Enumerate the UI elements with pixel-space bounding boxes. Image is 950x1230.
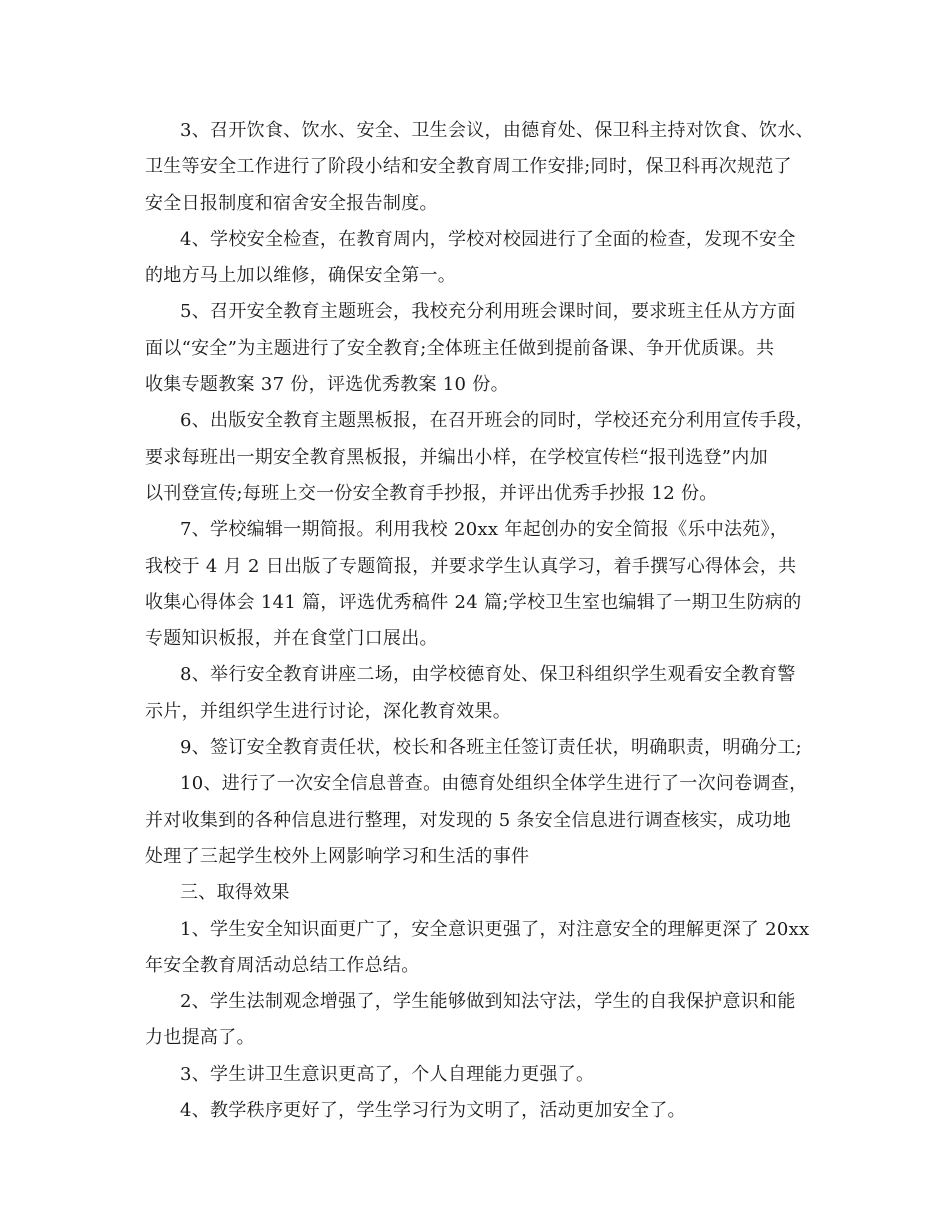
text-line: 9、签订安全教育责任状，校长和各班主任签订责任状，明确职责，明确分工; [180, 737, 803, 759]
text-line: 4、教学秩序更好了，学生学习行为文明了，活动更加安全了。 [180, 1100, 686, 1122]
text-line: 收集心得体会 141 篇，评选优秀稿件 24 篇;学校卫生室也编辑了一期卫生防病的 [145, 591, 802, 613]
text-line: 力也提高了。 [145, 1027, 255, 1049]
text-line: 面以“安全”为主题进行了安全教育;全体班主任做到提前备课、争开优质课。共 [145, 337, 775, 359]
text-line: 卫生等安全工作进行了阶段小结和安全教育周工作安排;同时，保卫科再次规范了 [145, 156, 792, 178]
text-line: 7、学校编辑一期简报。利用我校 20xx 年起创办的安全简报《乐中法苑》， [180, 519, 789, 541]
text-line: 3、召开饮食、饮水、安全、卫生会议，由德育处、保卫科主持对饮食、饮水、 [180, 120, 814, 141]
text-line: 10、进行了一次安全信息普查。由德育处组织全体学生进行了一次问卷调查， [180, 773, 808, 795]
text-line: 收集专题教案 37 份，评选优秀教案 10 份。 [145, 374, 509, 396]
text-line: 1、学生安全知识面更广了，安全意识更强了，对注意安全的理解更深了 20xx [180, 918, 810, 940]
text-line: 示片，并组织学生进行讨论，深化教育效果。 [145, 700, 511, 722]
text-line: 安全日报制度和宿舍安全报告制度。 [145, 192, 438, 214]
document-body [145, 113, 825, 1129]
text-line: 处理了三起学生校外上网影响学习和生活的事件 [145, 845, 530, 867]
text-line: 4、学校安全检查，在教育周内，学校对校园进行了全面的检查，发现不安全 [180, 228, 796, 250]
text-line: 2、学生法制观念增强了，学生能够做到知法守法，学生的自我保护意识和能 [180, 991, 796, 1013]
text-line: 专题知识板报，并在食堂门口展出。 [145, 628, 438, 650]
text-line: 6、出版安全教育主题黑板报，在召开班会的同时，学校还充分利用宣传手段， [180, 410, 814, 432]
section-heading: 三、取得效果 [180, 882, 290, 904]
text-line: 3、学生讲卫生意识更高了，个人自理能力更强了。 [180, 1063, 595, 1085]
text-line: 8、举行安全教育讲座二场，由学校德育处、保卫科组织学生观看安全教育警 [180, 664, 796, 686]
text-line: 的地方马上加以维修，确保安全第一。 [145, 265, 457, 287]
text-line: 我校于 4 月 2 日出版了专题简报，并要求学生认真学习，着手撰写心得体会，共 [145, 555, 797, 577]
text-line: 要求每班出一期安全教育黑板报，并编出小样，在学校宣传栏“报刊选登”内加 [145, 446, 768, 468]
text-line: 年安全教育周活动总结工作总结。 [145, 954, 420, 976]
text-line: 以刊登宣传;每班上交一份安全教育手抄报，并评出优秀手抄报 12 份。 [145, 482, 718, 504]
text-line: 5、召开安全教育主题班会，我校充分利用班会课时间，要求班主任从方方面 [180, 301, 796, 323]
text-line: 并对收集到的各种信息进行整理，对发现的 5 条安全信息进行调查核实，成功地 [145, 809, 791, 831]
